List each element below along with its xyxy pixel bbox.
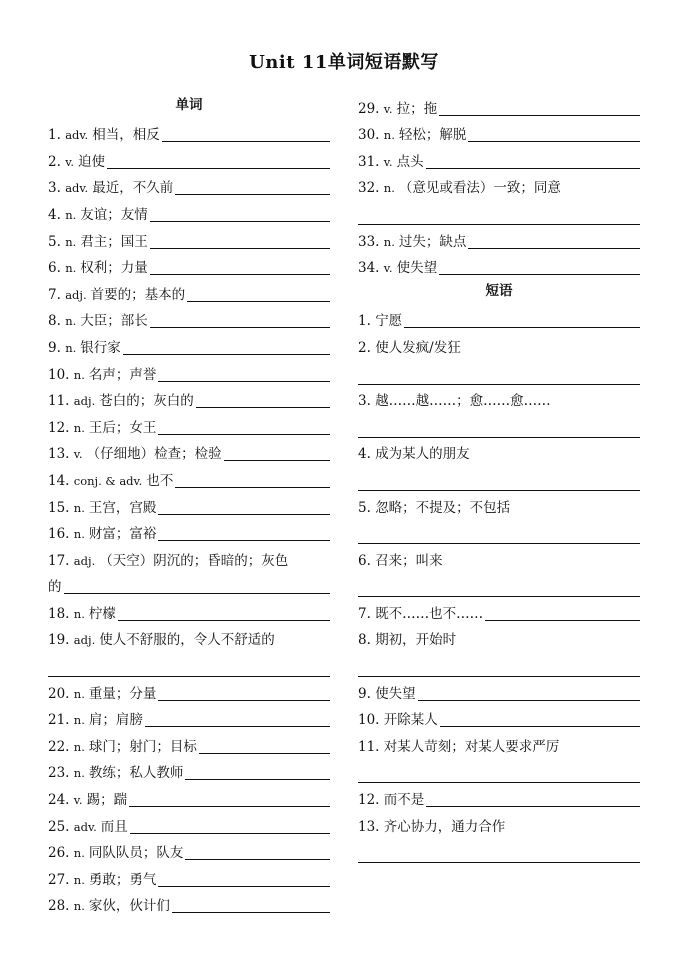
item-meaning: 友谊；友情 [80,206,148,223]
answer-blank[interactable] [426,156,640,169]
part-of-speech: adv. [73,819,97,834]
answer-blank[interactable] [150,236,330,249]
dictation-item [48,677,330,704]
item-meaning: 期初，开始时 [375,632,457,649]
item-number: 3. [358,393,371,410]
dictation-item [358,597,640,624]
item-number: 26. [48,845,70,862]
answer-line[interactable] [358,464,640,491]
answer-blank[interactable] [185,847,330,860]
right-column [358,92,640,863]
dictation-item [358,385,640,412]
answer-blank[interactable] [150,315,330,328]
item-number: 9. [358,685,371,702]
item-number: 24. [48,792,70,809]
item-meaning: 家伙，伙计们 [88,898,170,915]
answer-blank[interactable] [175,182,330,195]
dictation-item [358,145,640,172]
dictation-item [358,252,640,279]
item-number: 8. [358,632,371,649]
item-number: 30. [358,127,380,144]
dictation-item [358,119,640,146]
item-number: 16. [48,526,70,543]
dictation-item [48,518,330,545]
item-number: 6. [358,552,371,569]
item-number: 5. [48,233,61,250]
answer-blank[interactable] [199,741,330,754]
item-meaning: 王后；女王 [88,419,157,436]
item-number: 19. [48,632,70,649]
answer-line[interactable] [358,198,640,225]
answer-blank[interactable] [150,262,330,275]
item-number: 15. [48,499,70,516]
answer-blank[interactable] [107,156,330,169]
dictation-item [48,172,330,199]
part-of-speech: adv. [65,181,89,196]
part-of-speech: n. [73,872,85,887]
item-meaning: 点头 [396,153,424,170]
item-number: 9. [48,339,61,356]
item-meaning: 拉；拖 [396,100,438,117]
answer-blank[interactable] [187,289,330,302]
answer-blank[interactable] [439,262,640,275]
answer-line[interactable] [358,571,640,598]
part-of-speech: v. [383,154,393,169]
item-meaning: （仔细地）检查；检验 [86,446,222,463]
answer-blank[interactable] [196,395,330,408]
answer-blank[interactable] [162,129,330,142]
item-number: 2. [358,339,371,356]
item-number: 18. [48,605,70,622]
answer-blank[interactable] [64,581,331,594]
part-of-speech: n. [73,739,85,754]
part-of-speech: adj. [65,287,87,302]
dictation-item [48,757,330,784]
part-of-speech: v. [383,261,393,276]
dictation-item [48,624,330,651]
part-of-speech: adj. [73,633,96,648]
phrases-section-header: 短语 [485,283,513,300]
item-meaning: 开除某人 [383,712,438,729]
part-of-speech: n. [73,686,85,701]
answer-blank[interactable] [404,315,640,328]
answer-blank[interactable] [158,502,330,515]
part-of-speech: adv. [65,128,89,143]
dictation-item [48,837,330,864]
dictation-item [48,252,330,279]
part-of-speech: n. [383,234,395,249]
item-number: 1. [358,313,371,330]
answer-blank[interactable] [485,608,640,621]
item-number: 22. [48,738,70,755]
answer-blank[interactable] [175,475,330,488]
item-number: 11. [48,393,70,410]
answer-blank[interactable] [158,422,330,435]
dictation-item [358,677,640,704]
item-meaning: 勇敢；勇气 [88,871,157,888]
item-meaning: 相当，相反 [92,127,160,144]
dictation-item [48,119,330,146]
item-number: 31. [358,153,380,170]
part-of-speech: n. [73,606,85,621]
item-meaning: 权利；力量 [80,260,148,277]
item-meaning: 使失望 [396,260,438,277]
item-meaning: 忽略；不提及；不包括 [375,499,511,516]
dictation-item [48,385,330,412]
item-number: 12. [48,419,70,436]
part-of-speech: n. [73,527,85,542]
dictation-item [48,278,330,305]
item-meaning: 迫使 [77,153,105,170]
item-meaning: 王宫，宫殿 [88,499,157,516]
part-of-speech: v. [383,101,393,116]
item-number: 8. [48,313,61,330]
item-continuation [48,571,330,598]
answer-blank[interactable] [468,236,640,249]
item-number: 7. [358,605,371,622]
dictation-item [48,863,330,890]
dictation-item [48,597,330,624]
answer-blank[interactable] [185,767,330,780]
item-number: 12. [358,792,380,809]
item-number: 25. [48,818,70,835]
page-title: Unit 11单词短语默写 [249,52,439,73]
item-meaning: （天空）阴沉的；昏暗的；灰色 [99,552,289,569]
answer-line[interactable] [358,650,640,677]
part-of-speech: n. [73,766,85,781]
answer-blank[interactable] [158,874,330,887]
answer-blank[interactable] [145,714,330,727]
dictation-item [48,491,330,518]
dictation-item [48,464,330,491]
dictation-item [358,172,640,199]
item-meaning: 大臣；部长 [80,313,148,330]
dictation-item [358,624,640,651]
item-number: 14. [48,472,70,489]
part-of-speech: n. [65,207,77,222]
answer-blank[interactable] [440,714,640,727]
part-of-speech: n. [383,181,395,196]
item-number: 6. [48,260,61,277]
part-of-speech: n. [65,234,77,249]
answer-blank[interactable] [439,103,640,116]
part-of-speech: conj. & adv. [73,473,143,488]
answer-blank[interactable] [418,688,640,701]
item-number: 21. [48,712,70,729]
answer-line[interactable] [358,358,640,385]
item-meaning: 成为某人的朋友 [375,446,470,463]
item-number: 32. [358,180,380,197]
item-meaning: 财富；富裕 [88,526,157,543]
part-of-speech: v. [73,447,83,462]
item-meaning: 而且 [100,818,128,835]
dictation-item [48,783,330,810]
item-number: 10. [358,712,380,729]
dictation-item [48,358,330,385]
answer-blank[interactable] [158,528,330,541]
item-number: 3. [48,180,61,197]
item-meaning: 柠檬 [88,605,116,622]
answer-line[interactable] [358,411,640,438]
item-meaning: 对某人苛刻；对某人要求严厉 [383,738,560,755]
dictation-item [358,544,640,571]
dictation-item [358,810,640,837]
dictation-item [48,810,330,837]
item-meaning: 的 [48,579,62,596]
part-of-speech: n. [73,420,85,435]
item-meaning: 苍白的；灰白的 [99,393,194,410]
dictation-item [358,331,640,358]
answer-blank[interactable] [118,608,330,621]
item-meaning: 而不是 [383,792,425,809]
dictation-item [358,438,640,465]
part-of-speech: n. [73,846,85,861]
part-of-speech: n. [65,261,77,276]
dictation-item [358,305,640,332]
dictation-item [48,890,330,917]
dictation-item [358,491,640,518]
item-meaning: 使人发疯/发狂 [375,339,461,356]
part-of-speech: adj. [73,394,96,409]
answer-line[interactable] [358,757,640,784]
part-of-speech: v. [65,154,74,169]
dictation-item [358,225,640,252]
answer-blank[interactable] [123,342,330,355]
item-meaning: （意见或看法）一致；同意 [398,180,561,197]
answer-blank[interactable] [158,369,330,382]
part-of-speech: n. [383,128,395,143]
answer-blank[interactable] [130,821,330,834]
item-meaning: 召来；叫来 [375,552,443,569]
words-column [48,92,330,916]
item-meaning: 首要的；基本的 [90,286,186,303]
part-of-speech: n. [73,899,85,914]
item-meaning: 教练；私人教师 [88,765,184,782]
item-number: 28. [48,898,70,915]
answer-line[interactable] [358,837,640,864]
item-meaning: 使失望 [375,685,416,702]
item-number: 20. [48,685,70,702]
words-section-header: 单词 [175,97,203,113]
answer-blank[interactable] [150,209,330,222]
item-meaning: 越……越……；愈……愈…… [375,393,551,410]
item-meaning: 也不 [146,472,174,489]
answer-blank[interactable] [426,794,640,807]
item-number: 17. [48,552,70,569]
item-number: 34. [358,260,380,277]
answer-blank[interactable] [224,448,330,461]
item-number: 13. [358,818,380,835]
item-meaning: 既不……也不…… [375,605,484,622]
part-of-speech: n. [73,500,85,515]
item-meaning: 名声；声誉 [88,366,157,383]
dictation-item [48,305,330,332]
part-of-speech: n. [65,314,77,329]
item-number: 33. [358,233,380,250]
item-meaning: 最近，不久前 [92,180,174,197]
dictation-item [358,704,640,731]
item-number: 4. [48,206,61,223]
dictation-item [48,704,330,731]
item-number: 27. [48,871,70,888]
answer-blank[interactable] [129,794,330,807]
item-number: 29. [358,100,380,117]
item-meaning: 君主；国王 [80,233,148,250]
item-meaning: 肩；肩膀 [88,712,143,729]
item-meaning: 过失；缺点 [398,233,467,250]
item-meaning: 踢；踹 [86,792,128,809]
dictation-item [358,92,640,119]
words-list [48,119,330,917]
dictation-item [48,730,330,757]
dictation-item [48,438,330,465]
item-meaning: 使人不舒服的，令人不舒适的 [99,632,275,649]
part-of-speech: adj. [73,553,96,568]
item-meaning: 齐心协力，通力合作 [383,818,506,835]
item-number: 1. [48,127,61,144]
answer-blank[interactable] [172,900,330,913]
words-and-phrases-list [358,92,640,863]
item-number: 4. [358,446,371,463]
dictation-item [48,411,330,438]
item-number: 11. [358,738,380,755]
dictation-item [48,331,330,358]
item-meaning: 同队队员；队友 [88,845,184,862]
part-of-speech: n. [65,340,77,355]
answer-line[interactable] [358,518,640,545]
answer-blank[interactable] [158,688,330,701]
dictation-item [48,225,330,252]
part-of-speech: n. [73,713,85,728]
item-meaning: 宁愿 [375,313,403,330]
dictation-item [358,730,640,757]
dictation-item [358,783,640,810]
item-meaning: 球门；射门；目标 [88,738,197,755]
part-of-speech: v. [73,793,83,808]
part-of-speech: n. [73,367,85,382]
item-number: 13. [48,446,70,463]
item-meaning: 轻松；解脱 [398,127,467,144]
item-number: 2. [48,153,61,170]
item-meaning: 银行家 [80,339,121,356]
answer-line[interactable] [48,650,330,677]
dictation-item [48,198,330,225]
item-number: 23. [48,765,70,782]
answer-blank[interactable] [468,129,640,142]
dictation-item [48,145,330,172]
item-number: 5. [358,499,371,516]
item-number: 10. [48,366,70,383]
item-meaning: 重量；分量 [88,685,157,702]
item-number: 7. [48,286,61,303]
dictation-item [48,544,330,571]
